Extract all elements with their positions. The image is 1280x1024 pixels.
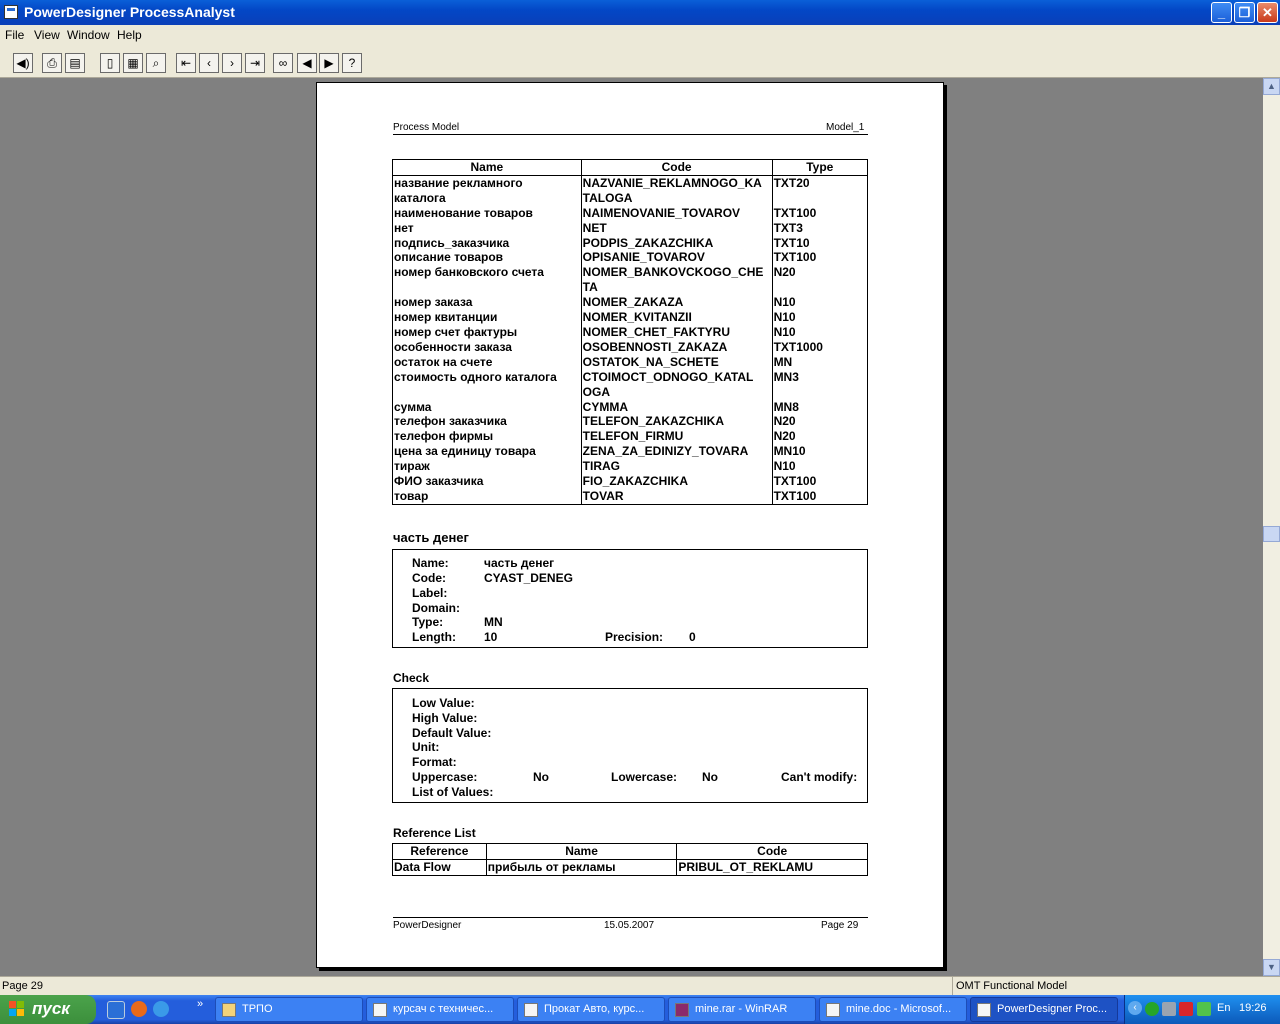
table-cell: TXT100 xyxy=(772,206,867,221)
high-value-label: High Value: xyxy=(412,711,478,725)
forward-icon[interactable]: ▶ xyxy=(319,53,339,73)
table-cell: N20 xyxy=(772,414,867,429)
table-cell: товар xyxy=(393,489,582,504)
table-cell: сумма xyxy=(393,400,582,415)
table-cell: описание товаров xyxy=(393,250,582,265)
table-cell: TELEFON_FIRMU xyxy=(581,429,772,444)
table-cell: MN3 xyxy=(772,370,867,400)
clock[interactable]: 19:26 xyxy=(1239,1002,1267,1014)
table-cell: ФИО заказчика xyxy=(393,474,582,489)
table-cell: стоимость одного каталога xyxy=(393,370,582,400)
table-row xyxy=(393,489,868,504)
lowercase-label: Lowercase: xyxy=(611,770,678,784)
table-cell: тираж xyxy=(393,459,582,474)
table-cell: подпись_заказчика xyxy=(393,236,582,251)
table-cell: N10 xyxy=(772,325,867,340)
table-cell: TIRAG xyxy=(581,459,772,474)
table-cell: NOMER_KVITANZII xyxy=(581,310,772,325)
menu-bar xyxy=(0,25,1280,45)
format-label: Format: xyxy=(412,755,457,769)
table-cell: особенности заказа xyxy=(393,340,582,355)
word-doc-icon xyxy=(524,1003,538,1017)
table-cell: OSOBENNOSTI_ZAKAZA xyxy=(581,340,772,355)
table-row xyxy=(393,859,868,875)
browser-quicklaunch-icon[interactable] xyxy=(153,1001,169,1017)
multi-page-icon[interactable]: ▦ xyxy=(123,53,143,73)
scroll-up-icon[interactable]: ▲ xyxy=(1263,78,1280,95)
restore-button[interactable]: ❐ xyxy=(1234,2,1255,23)
table-row xyxy=(393,355,868,370)
table-cell: CYMMA xyxy=(581,400,772,415)
close-button[interactable]: ✕ xyxy=(1257,2,1278,23)
menu-view[interactable]: View xyxy=(34,28,60,42)
table-cell: N10 xyxy=(772,295,867,310)
minimize-button[interactable]: _ xyxy=(1211,2,1232,23)
task-mine-doc[interactable] xyxy=(819,997,967,1022)
page-header-left: Process Model xyxy=(393,122,460,133)
system-tray xyxy=(1124,995,1280,1024)
table-cell: TELEFON_ZAKAZCHIKA xyxy=(581,414,772,429)
table-cell: N20 xyxy=(772,265,867,295)
table-cell: NOMER_BANKOVCKOGO_CHE TA xyxy=(581,265,772,295)
list-of-values-label: List of Values: xyxy=(412,785,494,799)
table-cell: NAIMENOVANIE_TOVAROV xyxy=(581,206,772,221)
print-preview-page xyxy=(316,82,944,968)
task-kursach[interactable] xyxy=(366,997,514,1022)
cant-modify-label: Can't modify: xyxy=(781,770,858,784)
precision-value: 0 xyxy=(689,630,696,644)
table-cell: CTOIMOCT_ODNOGO_KATAL OGA xyxy=(581,370,772,400)
table-cell: MN8 xyxy=(772,400,867,415)
firefox-quicklaunch-icon[interactable] xyxy=(131,1001,147,1017)
task-label: Прокат Авто, курс... xyxy=(544,1003,645,1015)
table-row xyxy=(393,459,868,474)
table-cell: остаток на счете xyxy=(393,355,582,370)
header-rule xyxy=(393,134,868,135)
word-quicklaunch-icon[interactable] xyxy=(107,1001,125,1019)
table-cell: FIO_ZAKAZCHIKA xyxy=(581,474,772,489)
status-bar xyxy=(0,976,1280,995)
table-row xyxy=(393,265,868,295)
taskbar xyxy=(0,995,1280,1024)
table-cell: наименование товаров xyxy=(393,206,582,221)
column-header-ref-name: Name xyxy=(486,844,677,860)
app-icon xyxy=(977,1003,991,1017)
task-powerdesigner[interactable] xyxy=(970,997,1118,1022)
reference-list-title: Reference List xyxy=(393,826,476,840)
table-cell: TXT3 xyxy=(772,221,867,236)
table-cell: NOMER_CHET_FAKTYRU xyxy=(581,325,772,340)
table-cell: PODPIS_ZAKAZCHIKA xyxy=(581,236,772,251)
toolbar xyxy=(0,45,1280,78)
table-cell: N10 xyxy=(772,310,867,325)
table-row xyxy=(393,175,868,205)
print-icon[interactable]: ⎙ xyxy=(42,53,62,73)
details-box xyxy=(392,549,868,648)
table-cell: NAZVANIE_REKLAMNOGO_KA TALOGA xyxy=(581,175,772,205)
table-cell: Data Flow xyxy=(393,859,487,875)
table-cell: MN10 xyxy=(772,444,867,459)
table-row xyxy=(393,474,868,489)
scroll-down-icon[interactable]: ▼ xyxy=(1263,959,1280,976)
domain-label: Domain: xyxy=(412,601,460,615)
page-footer-left: PowerDesigner xyxy=(393,920,462,931)
footer-rule xyxy=(393,917,868,918)
name-label: Name: xyxy=(412,556,449,570)
table-cell: телефон фирмы xyxy=(393,429,582,444)
default-value-label: Default Value: xyxy=(412,726,492,740)
task-trpo[interactable] xyxy=(215,997,363,1022)
next-page-icon[interactable]: › xyxy=(222,53,242,73)
column-header-type: Type xyxy=(772,160,867,176)
code-value: CYAST_DENEG xyxy=(484,571,573,585)
page-footer-number: Page 29 xyxy=(821,920,859,931)
task-label: курсач с техничес... xyxy=(393,1003,494,1015)
table-cell: MN xyxy=(772,355,867,370)
title-bar[interactable] xyxy=(0,0,1280,25)
table-cell: TXT100 xyxy=(772,250,867,265)
length-label: Length: xyxy=(412,630,456,644)
network-icon[interactable] xyxy=(1145,1002,1159,1016)
table-row xyxy=(393,250,868,265)
table-row xyxy=(393,206,868,221)
task-label: mine.rar - WinRAR xyxy=(695,1003,788,1015)
reference-table xyxy=(392,843,868,876)
table-cell: номер счет фактуры xyxy=(393,325,582,340)
type-label: Type: xyxy=(412,615,444,629)
quicklaunch-expand-icon[interactable]: » xyxy=(197,998,204,1010)
table-row xyxy=(393,340,868,355)
column-header-name: Name xyxy=(393,160,582,176)
print-setup-icon[interactable]: ▤ xyxy=(65,53,85,73)
table-row xyxy=(393,325,868,340)
table-cell: PRIBUL_OT_REKLAMU xyxy=(677,859,868,875)
start-label: пуск xyxy=(32,999,70,1018)
table-row xyxy=(393,310,868,325)
window-title: PowerDesigner ProcessAnalyst xyxy=(24,4,235,20)
table-cell: TXT100 xyxy=(772,489,867,504)
table-cell: N10 xyxy=(772,459,867,474)
table-cell: NET xyxy=(581,221,772,236)
table-cell: номер квитанции xyxy=(393,310,582,325)
lowercase-value: No xyxy=(702,770,718,784)
table-cell: TXT10 xyxy=(772,236,867,251)
code-label: Code: xyxy=(412,571,446,585)
zoom-icon[interactable]: ⌕ xyxy=(146,53,166,73)
help-icon[interactable]: ? xyxy=(342,53,362,73)
back-icon[interactable]: ◀ xyxy=(297,53,317,73)
first-page-icon[interactable]: ⇤ xyxy=(176,53,196,73)
uppercase-label: Uppercase: xyxy=(412,770,478,784)
windows-logo-icon xyxy=(9,1001,25,1017)
table-row xyxy=(393,295,868,310)
page-footer-date: 15.05.2007 xyxy=(604,920,655,931)
type-value: MN xyxy=(484,615,503,629)
task-label: mine.doc - Microsof... xyxy=(846,1003,952,1015)
table-cell: NOMER_ZAKAZA xyxy=(581,295,772,310)
column-header-ref-code: Code xyxy=(677,844,868,860)
app-icon[interactable] xyxy=(4,5,18,19)
task-winrar[interactable] xyxy=(668,997,816,1022)
word-doc-icon xyxy=(373,1003,387,1017)
winrar-icon xyxy=(675,1003,689,1017)
status-page: Page 29 xyxy=(2,980,43,992)
table-cell: TXT1000 xyxy=(772,340,867,355)
task-label: ТРПО xyxy=(242,1003,273,1015)
table-cell: нет xyxy=(393,221,582,236)
unit-label: Unit: xyxy=(412,740,440,754)
tray-expand-icon[interactable]: ‹ xyxy=(1128,1001,1142,1015)
prev-page-icon[interactable]: ‹ xyxy=(199,53,219,73)
status-model: OMT Functional Model xyxy=(956,980,1068,992)
folder-icon xyxy=(222,1003,236,1017)
length-value: 10 xyxy=(484,630,498,644)
table-cell: телефон заказчика xyxy=(393,414,582,429)
menu-help[interactable]: Help xyxy=(117,28,142,42)
table-cell: TXT100 xyxy=(772,474,867,489)
check-box xyxy=(392,688,868,803)
uppercase-value: No xyxy=(533,770,549,784)
section-title: часть денег xyxy=(393,530,469,545)
page-header-right: Model_1 xyxy=(826,122,865,133)
table-cell: номер банковского счета xyxy=(393,265,582,295)
table-cell: N20 xyxy=(772,429,867,444)
table-cell: OSTATOK_NA_SCHETE xyxy=(581,355,772,370)
task-label: PowerDesigner Proc... xyxy=(997,1003,1108,1015)
table-row xyxy=(393,429,868,444)
menu-window[interactable]: Window xyxy=(67,28,110,42)
table-cell: OPISANIE_TOVAROV xyxy=(581,250,772,265)
menu-file[interactable]: File xyxy=(5,28,25,42)
table-row xyxy=(393,221,868,236)
table-cell: название рекламного каталога xyxy=(393,175,582,205)
table-cell: номер заказа xyxy=(393,295,582,310)
word-doc-icon xyxy=(826,1003,840,1017)
name-value: часть денег xyxy=(484,556,555,570)
language-indicator[interactable]: En xyxy=(1217,1002,1231,1014)
speaker-icon[interactable]: ◀) xyxy=(13,53,33,73)
data-items-table xyxy=(392,159,868,505)
precision-label: Precision: xyxy=(605,630,664,644)
start-button[interactable] xyxy=(0,995,96,1024)
signal-icon[interactable] xyxy=(1197,1002,1211,1016)
table-cell: ZENA_ZA_EDINIZY_TOVARA xyxy=(581,444,772,459)
table-cell: TOVAR xyxy=(581,489,772,504)
monitor-icon[interactable] xyxy=(1162,1002,1176,1016)
table-row xyxy=(393,400,868,415)
column-header-reference: Reference xyxy=(393,844,487,860)
table-row xyxy=(393,236,868,251)
last-page-icon[interactable]: ⇥ xyxy=(245,53,265,73)
low-value-label: Low Value: xyxy=(412,696,475,710)
table-cell: цена за единицу товара xyxy=(393,444,582,459)
table-row xyxy=(393,370,868,400)
label-label: Label: xyxy=(412,586,448,600)
table-row xyxy=(393,444,868,459)
table-cell: прибыль от рекламы xyxy=(486,859,677,875)
column-header-code: Code xyxy=(581,160,772,176)
scroll-thumb[interactable] xyxy=(1263,526,1280,542)
table-cell: TXT20 xyxy=(772,175,867,205)
check-title: Check xyxy=(393,671,430,685)
vertical-scrollbar[interactable] xyxy=(1263,78,1280,976)
antivirus-icon[interactable] xyxy=(1179,1002,1193,1016)
find-icon[interactable]: ∞ xyxy=(273,53,293,73)
single-page-icon[interactable]: ▯ xyxy=(100,53,120,73)
task-prokat[interactable] xyxy=(517,997,665,1022)
table-row xyxy=(393,414,868,429)
